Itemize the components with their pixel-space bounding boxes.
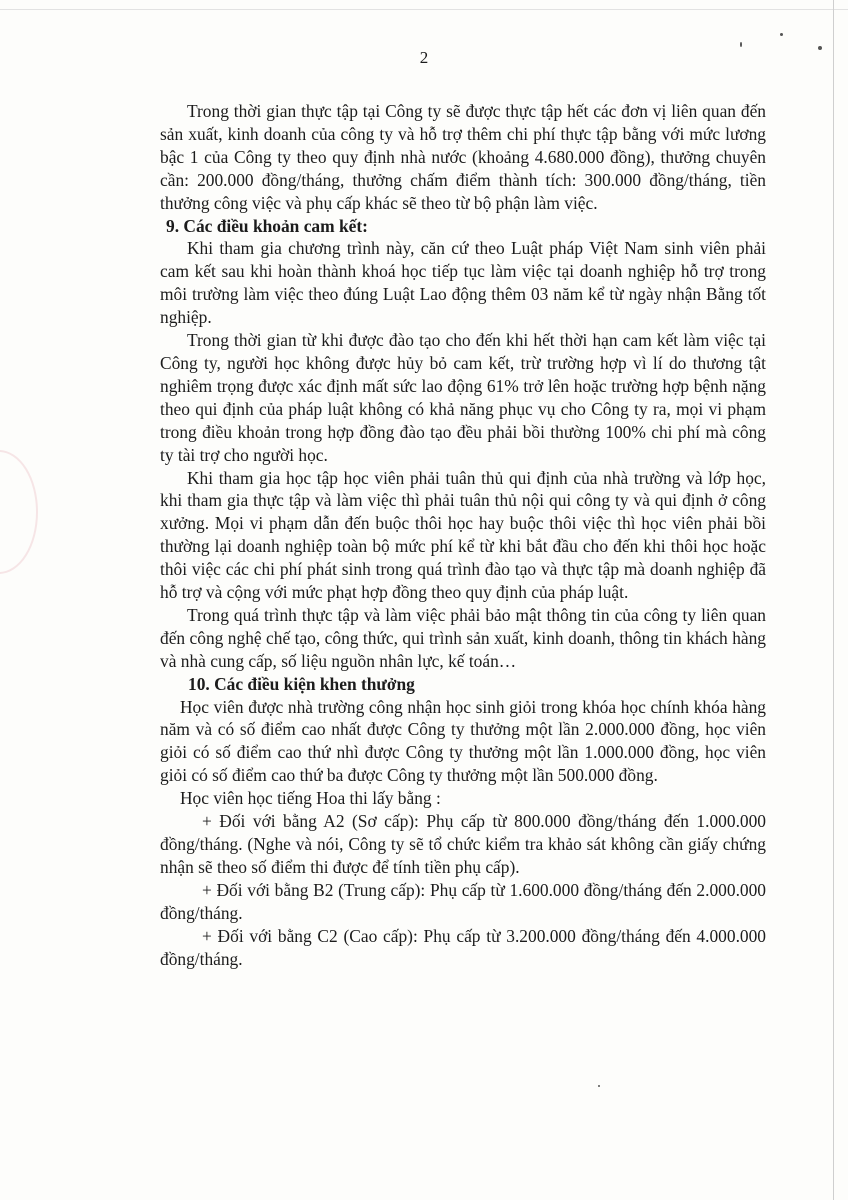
page-number: 2 (419, 48, 429, 67)
paragraph-commitment-work-period: Khi tham gia chương trình này, căn cứ theo Luật pháp Việt Nam sinh viên phải cam kết sau khi hoàn thành khoá học tiếp tục làm việc tại doanh nghiệp hỗ trợ trong môi trường làm việc theo đúng Luật Lao động thêm 03 năm kể từ ngày nhận Bằng tốt nghiệp. (160, 238, 766, 328)
bullet-certificate-b2: + Đối với bằng B2 (Trung cấp): Phụ cấp từ 1.600.000 đồng/tháng đến 2.000.000 đồng/tháng. (160, 879, 766, 923)
scan-edge-right (833, 0, 834, 1200)
section-heading-commitments: 9. Các điều khoản cam kết: (166, 215, 368, 236)
bullet-certificate-a2: + Đối với bằng A2 (Sơ cấp): Phụ cấp từ 800.000 đồng/tháng đến 1.000.000 đồng/tháng. (Nghe và nói, Công ty sẽ tổ chức kiểm tra khảo sát không cần giấy chứng nhận sẽ theo số điểm thi được để tính tiền phụ cấp). (160, 811, 766, 877)
scan-speck (740, 42, 742, 47)
paragraph-confidentiality: Trong quá trình thực tập và làm việc phải bảo mật thông tin của công ty liên quan đến công nghệ chế tạo, công thức, qui trình sản xuất, kinh doanh, thông tin khách hàng và nhà cung cấp, số liệu nguồn nhân lực, kế toán… (160, 604, 766, 671)
faded-stamp-mark (0, 450, 38, 574)
scan-edge-top (0, 9, 848, 10)
paragraph-internship-allowance: Trong thời gian thực tập tại Công ty sẽ được thực tập hết các đơn vị liên quan đến sản xuất, kinh doanh của công ty và hỗ trợ thêm chi phí thực tập bằng với mức lương bậc 1 của Công ty theo quy định nhà nước (khoảng 4.680.000 đồng), thưởng chuyên cần: 200.000 đồng/tháng, thưởng chấm điểm thành tích: 300.000 đồng/tháng, tiền thưởng công việc và phụ cấp khác sẽ theo từ bộ phận làm việc. (160, 101, 766, 213)
scan-speck (598, 1085, 600, 1087)
paragraph-chinese-certificate-intro: Học viên học tiếng Hoa thi lấy bằng : (180, 788, 441, 809)
paragraph-top-student-rewards: Học viên được nhà trường công nhận học sinh giỏi trong khóa học chính khóa hàng năm và có số điểm cao nhất được Công ty thưởng một lần 2.000.000 đồng, học viên giỏi có số điểm cao thứ nhì được Công ty thưởng một lần 1.000.000 đồng, học viên giỏi có số điểm cao thứ ba được Công ty thưởng một lần 500.000 đồng. (160, 696, 766, 786)
section-heading-rewards: 10. Các điều kiện khen thưởng (188, 673, 415, 694)
paragraph-rules-compliance: Khi tham gia học tập học viên phải tuân thủ qui định của nhà trường và lớp học, khi tham gia thực tập và làm việc thì phải tuân thủ nội qui công ty và qui định ở công xưởng. Mọi vi phạm dẫn đến buộc thôi học hay buộc thôi việc thì học viên phải bồi thường lại doanh nghiệp toàn bộ mức phí kể từ khi bắt đầu cho đến khi thôi học hoặc thôi việc các chi phí phát sinh trong quá trình đào tạo và thực tập mà doanh nghiệp đã hỗ trợ và cộng với mức phạt hợp đồng theo quy định của pháp luật. (160, 467, 766, 603)
document-body (160, 100, 766, 970)
scan-speck (780, 33, 783, 36)
paragraph-commitment-cancellation: Trong thời gian từ khi được đào tạo cho đến khi hết thời hạn cam kết làm việc tại Công ty, người học không được hủy bỏ cam kết, trừ trường hợp vì lí do thương tật nghiêm trọng được xác định mất sức lao động 61% trở lên hoặc trường hợp bệnh nặng theo qui định của pháp luật không có khả năng phục vụ cho Công ty ra, mọi vi phạm trong điều khoản trong hợp đồng đào tạo đều phải bồi thường 100% chi phí mà công ty tài trợ cho người học. (160, 330, 766, 465)
bullet-certificate-c2: + Đối với bằng C2 (Cao cấp): Phụ cấp từ 3.200.000 đồng/tháng đến 4.000.000 đồng/tháng. (160, 925, 766, 969)
